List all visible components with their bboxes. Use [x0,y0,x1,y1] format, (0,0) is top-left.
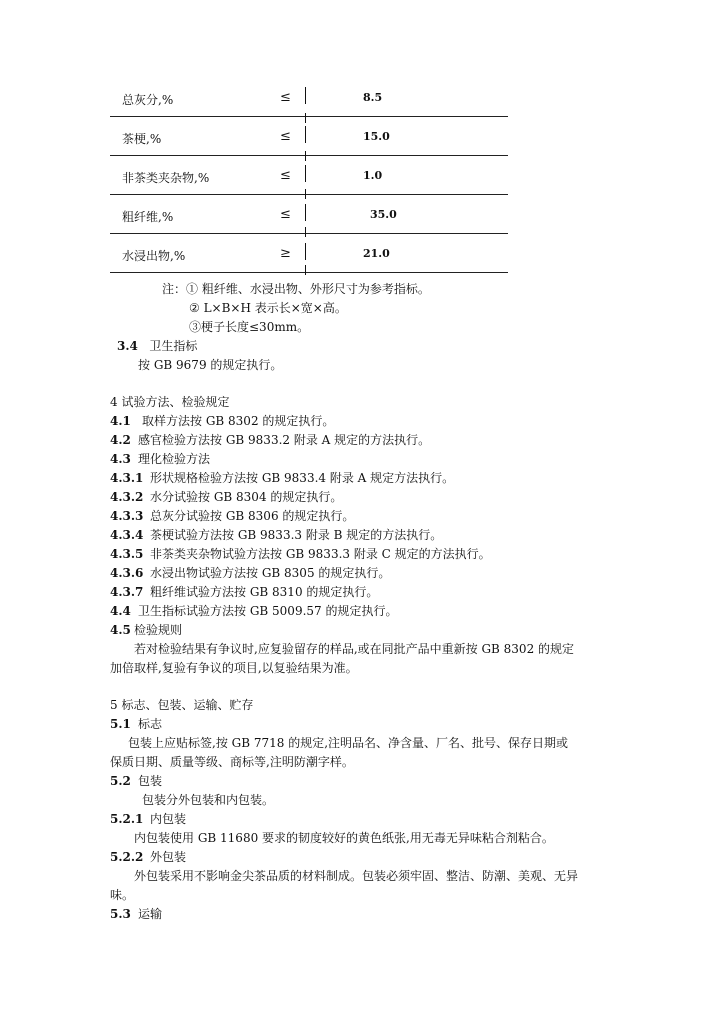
section-number: 3.4 [117,339,138,353]
item-number: 4.4 [110,604,131,618]
list-item [110,526,442,543]
table-row [110,78,508,117]
labeling-line-1: 包装上应贴标签,按 GB 7718 的规定,注明品名、净含量、厂名、批号、保存日期或 [128,736,569,750]
item-number: 4.3.7 [110,585,144,599]
section-5-heading: 5 标志、包装、运输、贮存 [110,698,254,712]
list-item [110,602,397,619]
item-number: 4.3 [110,452,131,466]
row-divider-tick [305,227,306,237]
item-number: 4.3.2 [110,490,144,504]
section-title: 运输 [138,907,163,921]
comparison-operator: ≤ [280,168,291,183]
item-number: 4.3.4 [110,528,144,542]
item-number: 4.5 [110,623,131,637]
section-title: 包装 [138,774,163,788]
list-item [110,507,354,524]
item-text: 粗纤维试验方法按 GB 8310 的规定执行。 [150,585,379,599]
section-5-1-heading [110,715,162,732]
item-number: 4.2 [110,433,131,447]
item-text: 总灰分试验按 GB 8306 的规定执行。 [150,509,355,523]
section-number: 5.2.1 [110,812,144,826]
comparison-operator: ≤ [280,129,291,144]
table-note-1: 注：① 粗纤维、水浸出物、外形尺寸为参考指标。 [162,282,430,296]
inner-packaging-body: 内包装使用 GB 11680 要求的韧度较好的黄色纸张,用无毒无异味粘合剂粘合。 [134,831,554,845]
comparison-operator: ≤ [280,90,291,105]
list-item [110,583,378,600]
item-text: 理化检验方法 [138,452,211,466]
index-name: 总灰分,% [122,93,174,107]
index-value: 21.0 [363,247,390,260]
section-number: 5.3 [110,907,131,921]
section-number: 5.2 [110,774,131,788]
index-value: 1.0 [363,169,383,182]
inspection-rule-line-2: 加倍取样,复验有争议的项目,以复验结果为准。 [110,661,358,675]
item-text: 检验规则 [134,623,183,637]
item-number: 4.3.3 [110,509,144,523]
section-5-2-1-heading [110,810,186,827]
row-divider-tick [305,265,306,275]
index-value: 15.0 [363,130,390,143]
column-divider [305,204,306,221]
packaging-body: 包装分外包装和内包装。 [142,793,275,807]
list-item [110,545,491,562]
index-name: 水浸出物,% [122,249,186,263]
item-text: 形状规格检验方法按 GB 9833.4 附录 A 规定方法执行。 [150,471,455,485]
item-number: 4.3.6 [110,566,144,580]
index-name: 茶梗,% [122,132,162,146]
item-number: 4.1 [110,414,131,428]
section-number: 5.2.2 [110,850,144,864]
list-item [110,431,430,448]
index-name: 非茶类夹杂物,% [122,171,210,185]
item-text: 取样方法按 GB 8302 的规定执行。 [142,414,335,428]
list-item [110,488,342,505]
index-name: 粗纤维,% [122,210,174,224]
outer-packaging-line-1: 外包装采用不影响金尖茶品质的材料制成。包装必须牢固、整洁、防潮、美观、无异 [134,869,579,883]
table-row [110,195,508,234]
list-item [110,469,454,486]
column-divider [305,165,306,182]
section-number: 5.1 [110,717,131,731]
section-3-4-heading [117,337,197,354]
section-5-2-2-heading [110,848,186,865]
inspection-rule-line-1: 若对检验结果有争议时,应复验留存的样品,或在同批产品中重新按 GB 8302 的规定 [134,642,575,656]
column-divider [305,126,306,143]
table-row [110,234,508,273]
labeling-line-2: 保质日期、质量等级、商标等,注明防潮字样。 [110,755,354,769]
section-3-4-body: 按 GB 9679 的规定执行。 [138,358,283,372]
section-4-heading: 4 试验方法、检验规定 [110,395,230,409]
list-item [110,564,390,581]
column-divider [305,243,306,260]
list-item [110,412,334,429]
table-row [110,156,508,195]
section-title: 外包装 [150,850,187,864]
section-5-2-heading [110,772,162,789]
comparison-operator: ≤ [280,207,291,222]
row-divider-tick [305,113,306,123]
item-text: 感官检验方法按 GB 9833.2 附录 A 规定的方法执行。 [138,433,431,447]
section-title: 内包装 [150,812,187,826]
quality-index-table [110,78,508,273]
outer-packaging-line-2: 味。 [110,888,135,902]
section-title: 卫生指标 [149,339,198,353]
item-text: 非茶类夹杂物试验方法按 GB 9833.3 附录 C 规定的方法执行。 [150,547,491,561]
row-divider-tick [305,189,306,199]
item-text: 水分试验按 GB 8304 的规定执行。 [150,490,343,504]
comparison-operator: ≥ [280,246,291,261]
row-divider-tick [305,151,306,161]
section-title: 标志 [138,717,163,731]
section-5-3-heading [110,905,162,922]
item-text: 水浸出物试验方法按 GB 8305 的规定执行。 [150,566,391,580]
table-note-3: ③梗子长度≤30mm。 [189,320,310,334]
table-row [110,117,508,156]
item-text: 茶梗试验方法按 GB 9833.3 附录 B 规定的方法执行。 [150,528,443,542]
item-number: 4.3.5 [110,547,144,561]
index-value: 35.0 [370,208,397,221]
item-number: 4.3.1 [110,471,144,485]
item-text: 卫生指标试验方法按 GB 5009.57 的规定执行。 [138,604,398,618]
index-value: 8.5 [363,91,383,104]
list-item [110,450,210,467]
column-divider [305,87,306,104]
table-note-2: ② L×B×H 表示长×宽×高。 [189,301,347,315]
list-item [110,621,182,638]
